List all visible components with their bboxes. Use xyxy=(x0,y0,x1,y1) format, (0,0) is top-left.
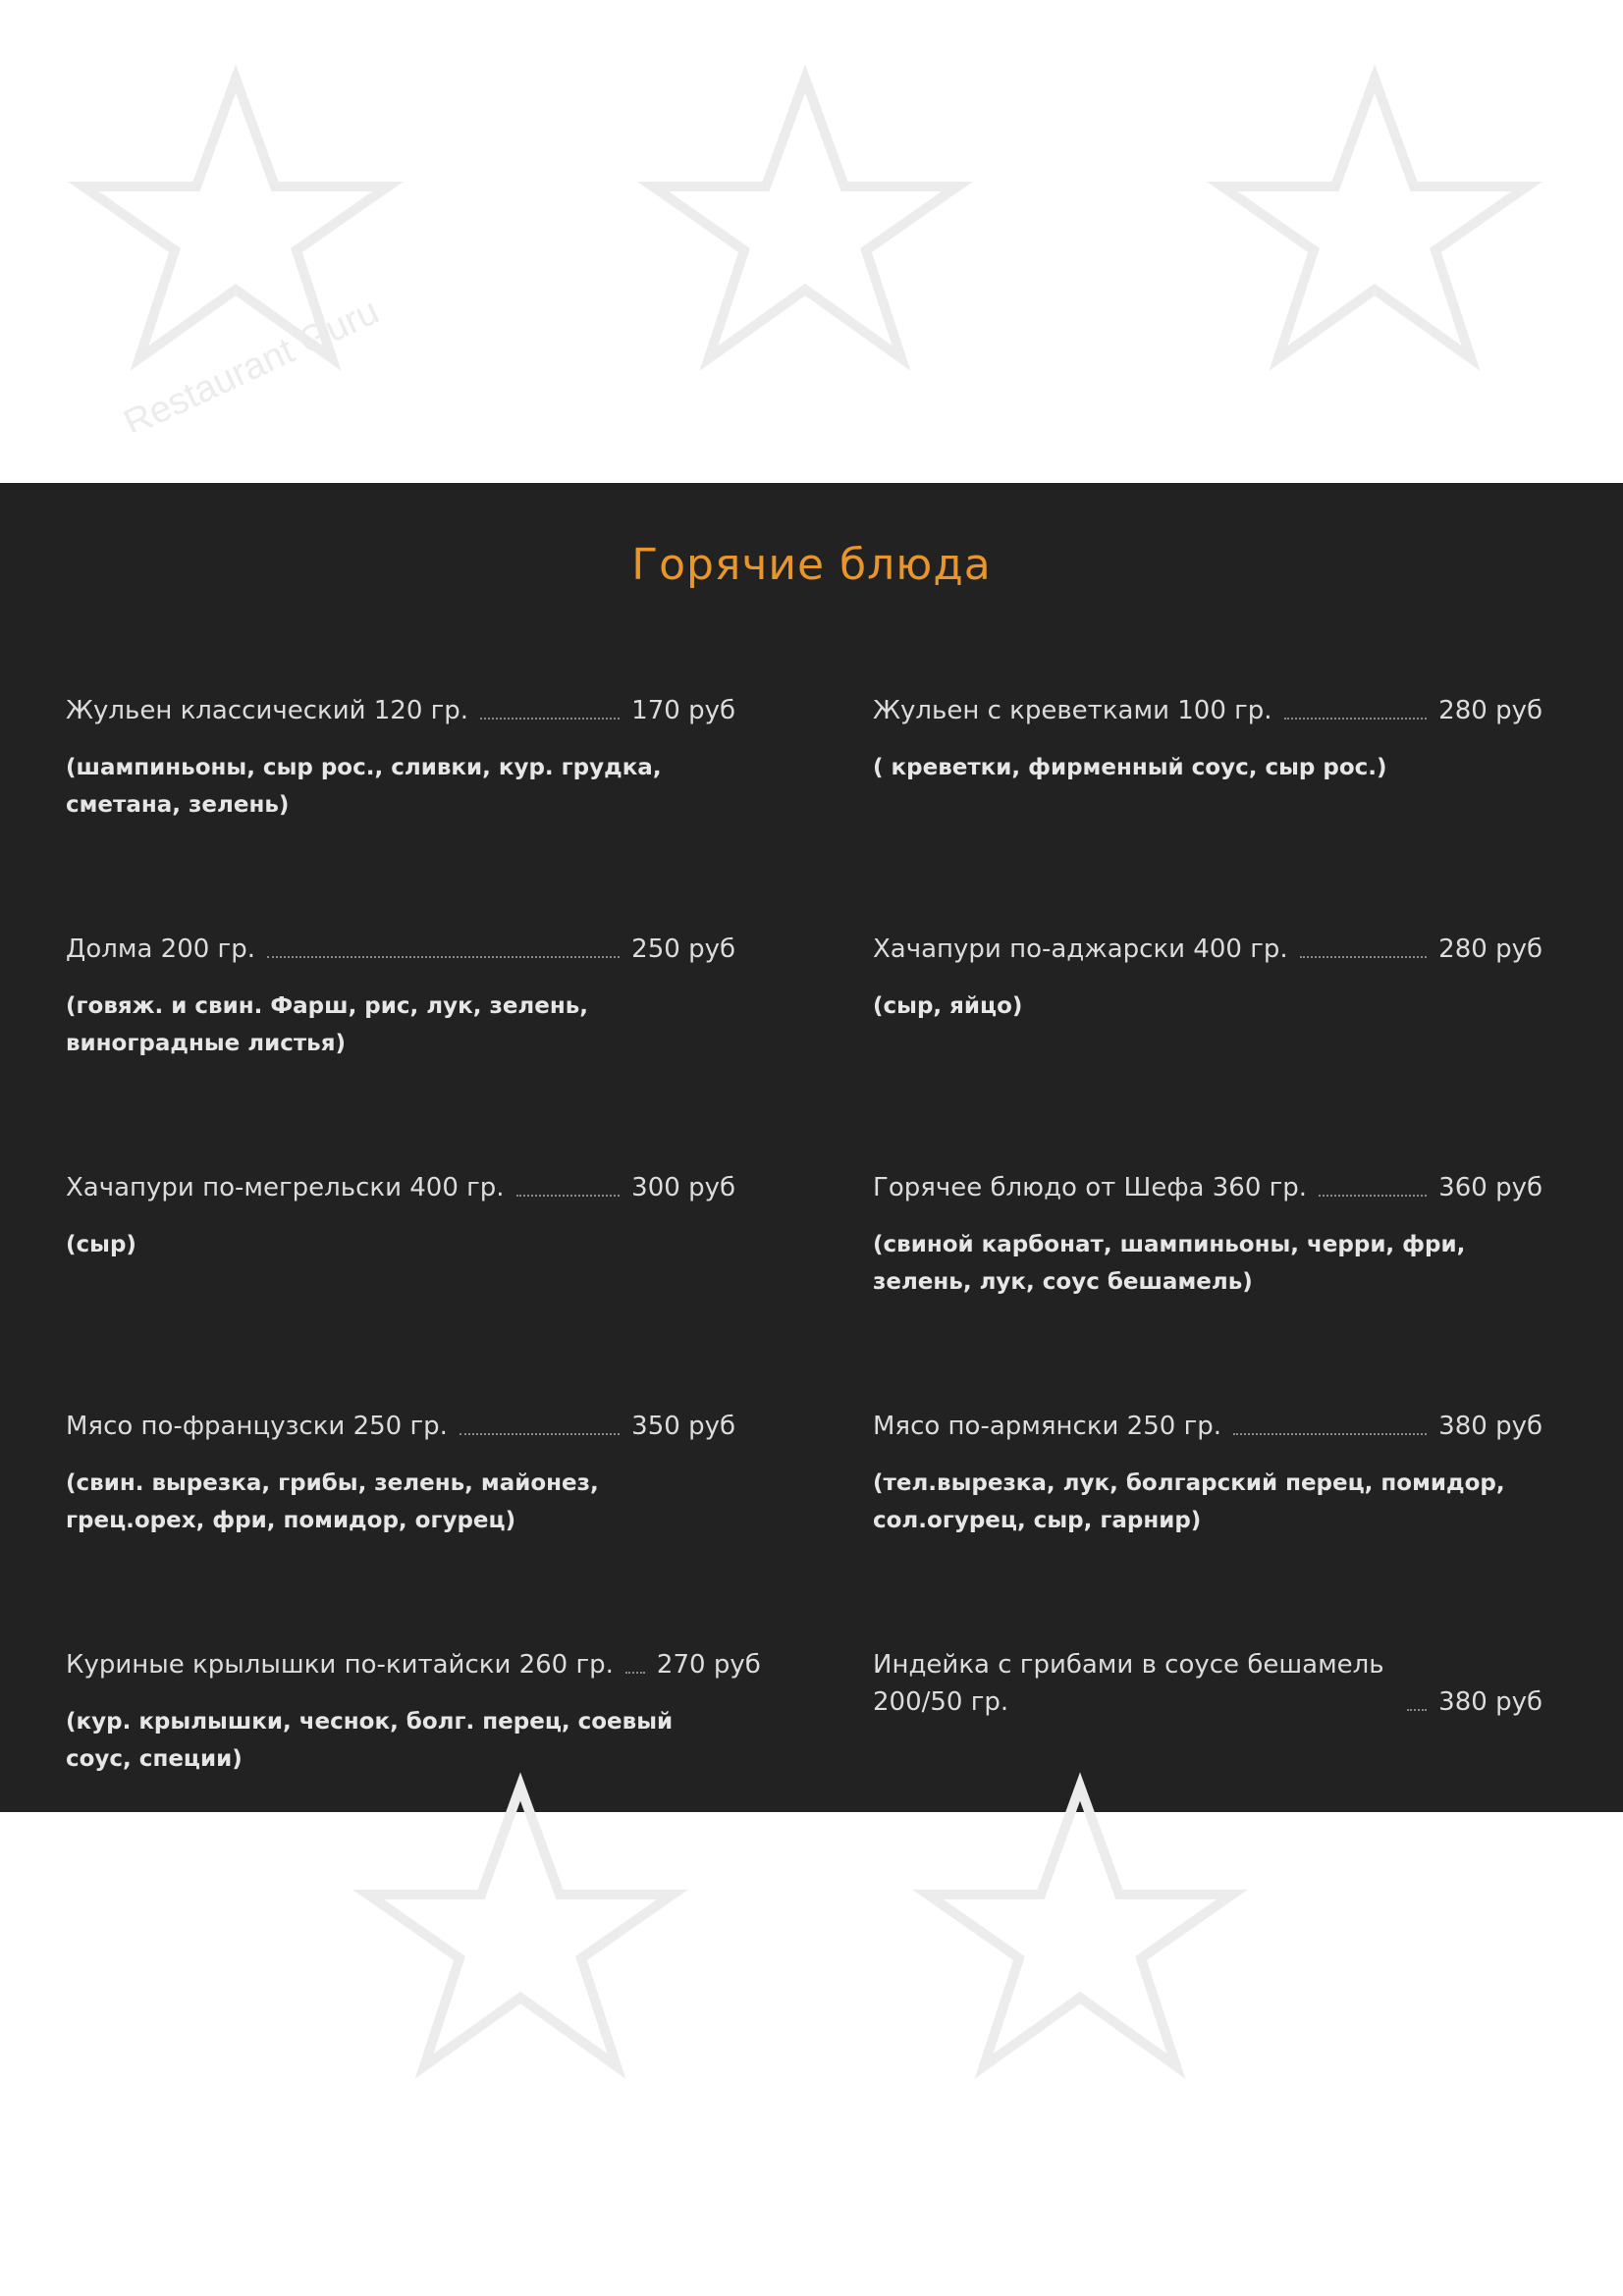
watermark-logo xyxy=(609,39,1001,432)
menu-item xyxy=(873,1169,1542,1301)
menu-item xyxy=(66,1646,761,1778)
item-price: 300 руб xyxy=(631,1173,735,1202)
menu-item xyxy=(873,692,1542,786)
menu-item xyxy=(66,692,735,824)
menu-item xyxy=(873,1646,1542,1721)
item-name: Хачапури по-аджарски 400 гр. xyxy=(873,934,1288,964)
menu-item xyxy=(873,931,1542,1025)
dot-leader xyxy=(1233,1433,1427,1435)
menu-item xyxy=(66,1169,735,1263)
watermark-logo xyxy=(1178,39,1571,432)
item-price: 380 руб xyxy=(1438,1687,1542,1717)
item-price: 280 руб xyxy=(1438,696,1542,725)
menu-panel xyxy=(0,483,1623,1812)
menu-item xyxy=(66,1408,735,1539)
dot-leader xyxy=(460,1433,620,1435)
menu-item xyxy=(873,1408,1542,1539)
item-name: Хачапури по-мегрельски 400 гр. xyxy=(66,1173,505,1202)
item-name: Долма 200 гр. xyxy=(66,934,255,964)
item-price: 170 руб xyxy=(631,696,735,725)
dot-leader xyxy=(516,1195,621,1197)
dot-leader xyxy=(267,956,620,958)
item-description: (тел.вырезка, лук, болгарский перец, помидор, сол.огурец, сыр, гарнир) xyxy=(873,1470,1505,1533)
item-description: (говяж. и свин. Фарш, рис, лук, зелень, виноградные листья) xyxy=(66,993,589,1056)
item-name: Жульен с креветками 100 гр. xyxy=(873,696,1272,725)
item-description: (кур. крылышки, чеснок, болг. перец, соевый соус, специи) xyxy=(66,1709,674,1772)
item-name: Мясо по-армянски 250 гр. xyxy=(873,1412,1221,1441)
item-name: Жульен классический 120 гр. xyxy=(66,696,469,725)
item-price: 380 руб xyxy=(1438,1412,1542,1441)
svg-text:Restaurant Guru: Restaurant Guru xyxy=(117,291,386,432)
item-price: 270 руб xyxy=(656,1650,761,1680)
item-name: Индейка с грибами в соусе бешамель 200/50 гр. xyxy=(873,1650,1384,1717)
watermark-logo xyxy=(39,39,432,432)
item-price: 250 руб xyxy=(631,934,735,964)
item-description: (сыр, яйцо) xyxy=(873,993,1023,1019)
item-name: Горячее блюдо от Шефа 360 гр. xyxy=(873,1173,1308,1202)
item-description: (сыр) xyxy=(66,1232,136,1257)
item-description: (шампиньоны, сыр рос., сливки, кур. грудка, сметана, зелень) xyxy=(66,755,662,818)
dot-leader xyxy=(1319,1195,1427,1197)
item-name: Куриные крылышки по-китайски 260 гр. xyxy=(66,1650,614,1680)
dot-leader xyxy=(480,718,620,720)
menu-item xyxy=(66,931,735,1062)
item-price: 360 руб xyxy=(1438,1173,1542,1202)
item-description: (свин. вырезка, грибы, зелень, майонез, грец.орех, фри, помидор, огурец) xyxy=(66,1470,599,1533)
item-price: 280 руб xyxy=(1438,934,1542,964)
dot-leader xyxy=(1284,718,1428,720)
item-name: Мясо по-французски 250 гр. xyxy=(66,1412,448,1441)
dot-leader xyxy=(1407,1709,1427,1711)
item-description: ( креветки, фирменный соус, сыр рос.) xyxy=(873,755,1387,780)
item-description: (свиной карбонат, шампиньоны, черри, фри, зелень, лук, соус бешамель) xyxy=(873,1232,1466,1295)
dot-leader xyxy=(625,1672,645,1674)
item-price: 350 руб xyxy=(631,1412,735,1441)
section-title: Горячие блюда xyxy=(631,540,992,590)
dot-leader xyxy=(1300,956,1428,958)
